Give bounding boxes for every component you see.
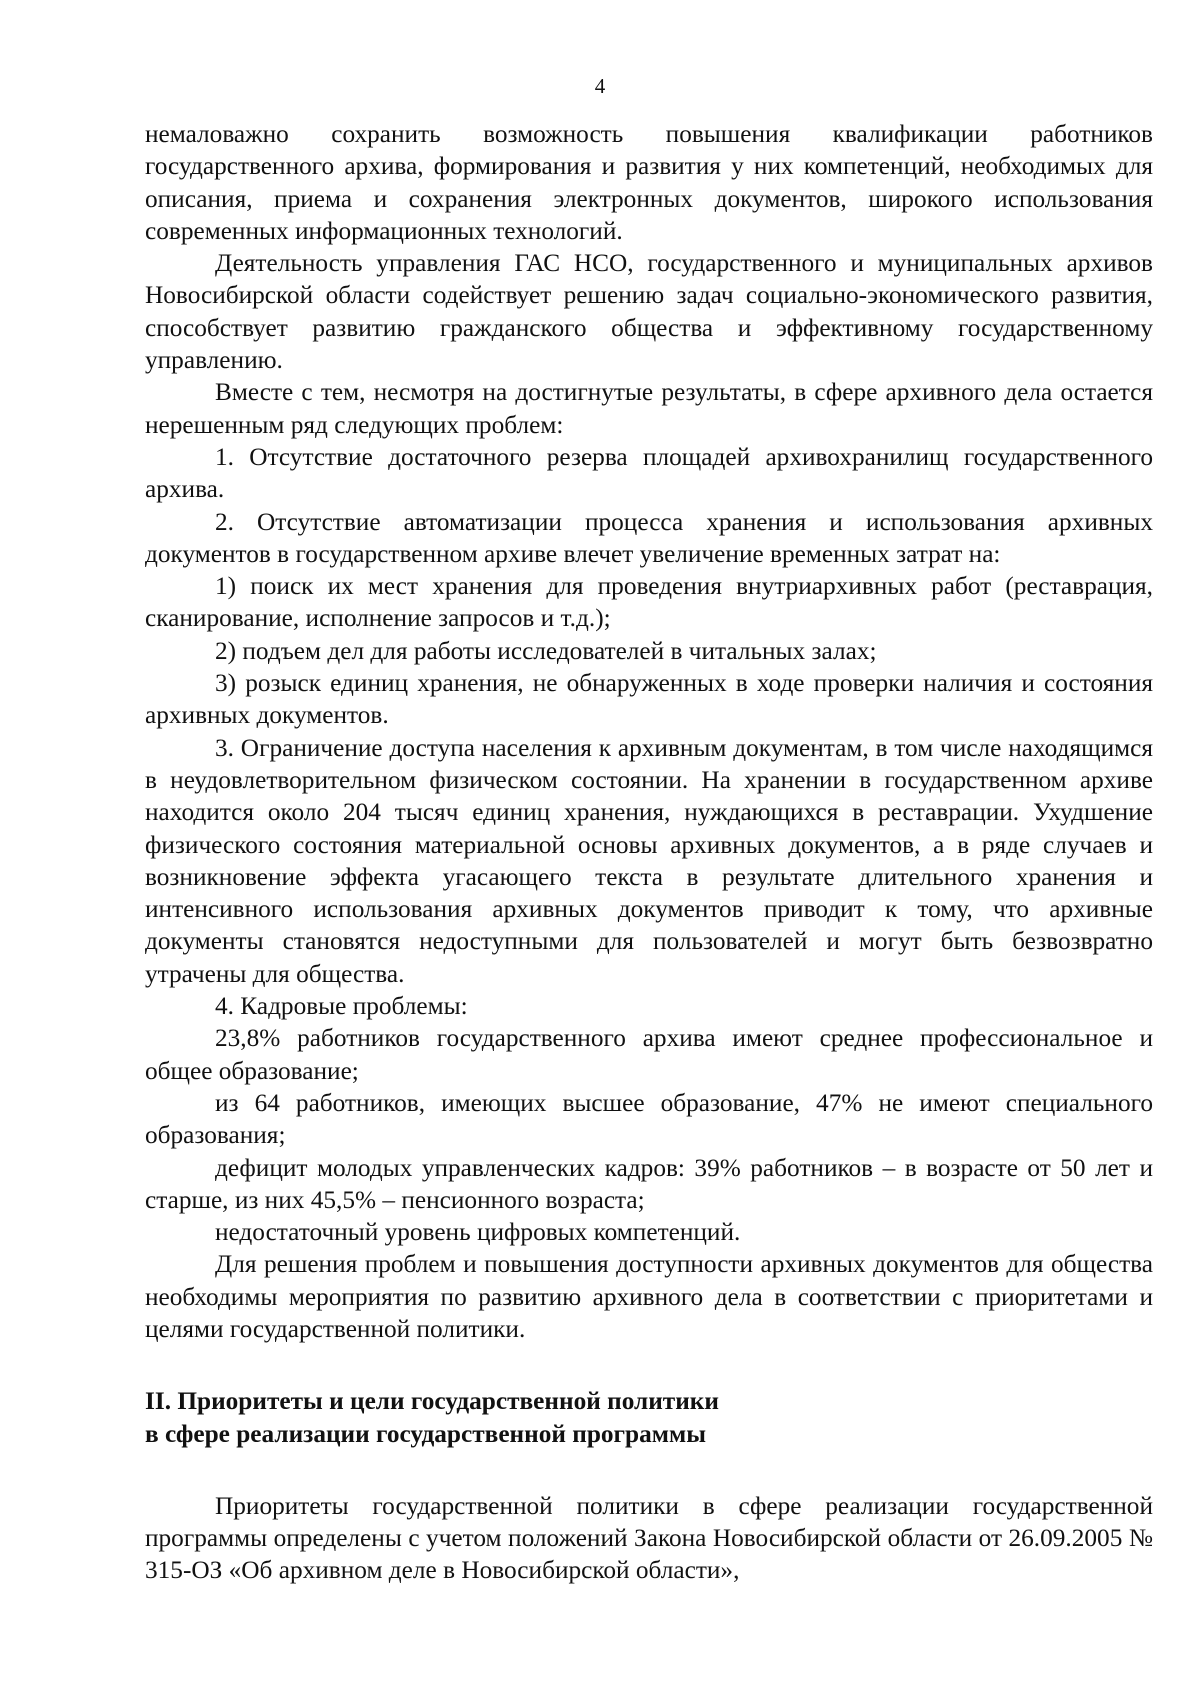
- paragraph: немаловажно сохранить возможность повышения квалификации работников государственного архива, формирования и развития у них компетенций, необходимых для описания, приема и сохранения электронных документов, широкого использования современных информационных технологий.: [145, 120, 1153, 245]
- section-heading: [145, 1385, 1153, 1450]
- paragraph: Приоритеты государственной политики в сфере реализации государственной программы определены с учетом положений Закона Новосибирской области от 26.09.2005 № 315-ОЗ «Об архивном деле в Новосибирской области»,: [145, 1491, 1153, 1585]
- list-item-problem-2: 2. Отсутствие автоматизации процесса хранения и использования архивных документов в государственном архиве влечет увеличение временных затрат на:: [145, 507, 1153, 568]
- section-heading-line-1: II. Приоритеты и цели государственной политики: [145, 1387, 719, 1416]
- sub-list-item: 3) розыск единиц хранения, не обнаруженных в ходе проверки наличия и состояния архивных документов.: [145, 669, 1153, 730]
- paragraph: Для решения проблем и повышения доступности архивных документов для общества необходимы мероприятия по развитию архивного дела в соответствии с приоритетами и целями государственной политики.: [145, 1250, 1153, 1343]
- paragraph: недостаточный уровень цифровых компетенций.: [215, 1218, 741, 1247]
- list-item-problem-3: 3. Ограничение доступа населения к архивным документам, в том числе находящимся в неудовлетворительном физическом состоянии. На хранении в государственном архиве находится около 204 тысяч единиц хранения, нуждающихся в реставрации. Ухудшение физического состояния материальной основы архивных документов, а в ряде случаев и возникновение эффекта угасающего текста в результате длительного хранения и интенсивного использования архивных документов приводит к тому, что архивные документы становятся недоступными для пользователей и могут быть безвозвратно утрачены для общества.: [145, 733, 1153, 988]
- document-body: [145, 118, 1153, 1587]
- paragraph: из 64 работников, имеющих высшее образование, 47% не имеют специального образования;: [145, 1088, 1153, 1150]
- page-number: 4: [594, 74, 606, 98]
- sub-list-item: 2) подъем дел для работы исследователей в читальных залах;: [215, 636, 877, 665]
- section-heading-line-2: в сфере реализации государственной программы: [145, 1419, 706, 1448]
- list-item-problem-1: 1. Отсутствие достаточного резерва площадей архивохранилищ государственного архива.: [145, 442, 1153, 504]
- paragraph: Вместе с тем, несмотря на достигнутые результаты, в сфере архивного дела остается нерешенным ряд следующих проблем:: [145, 378, 1153, 439]
- paragraph: Деятельность управления ГАС НСО, государственного и муниципальных архивов Новосибирской области содействует решению задач социально-экономического развития, способствует развитию гражданского общества и эффективному государственному управлению.: [145, 249, 1153, 375]
- list-item-problem-4: 4. Кадровые проблемы:: [215, 992, 468, 1021]
- paragraph: 23,8% работников государственного архива имеют среднее профессиональное и общее образование;: [145, 1024, 1153, 1085]
- sub-list-item: 1) поиск их мест хранения для проведения внутриархивных работ (реставрация, сканирование, исполнение запросов и т.д.);: [145, 572, 1153, 633]
- paragraph: дефицит молодых управленческих кадров: 39% работников – в возрасте от 50 лет и старше, из них 45,5% – пенсионного возраста;: [145, 1153, 1153, 1214]
